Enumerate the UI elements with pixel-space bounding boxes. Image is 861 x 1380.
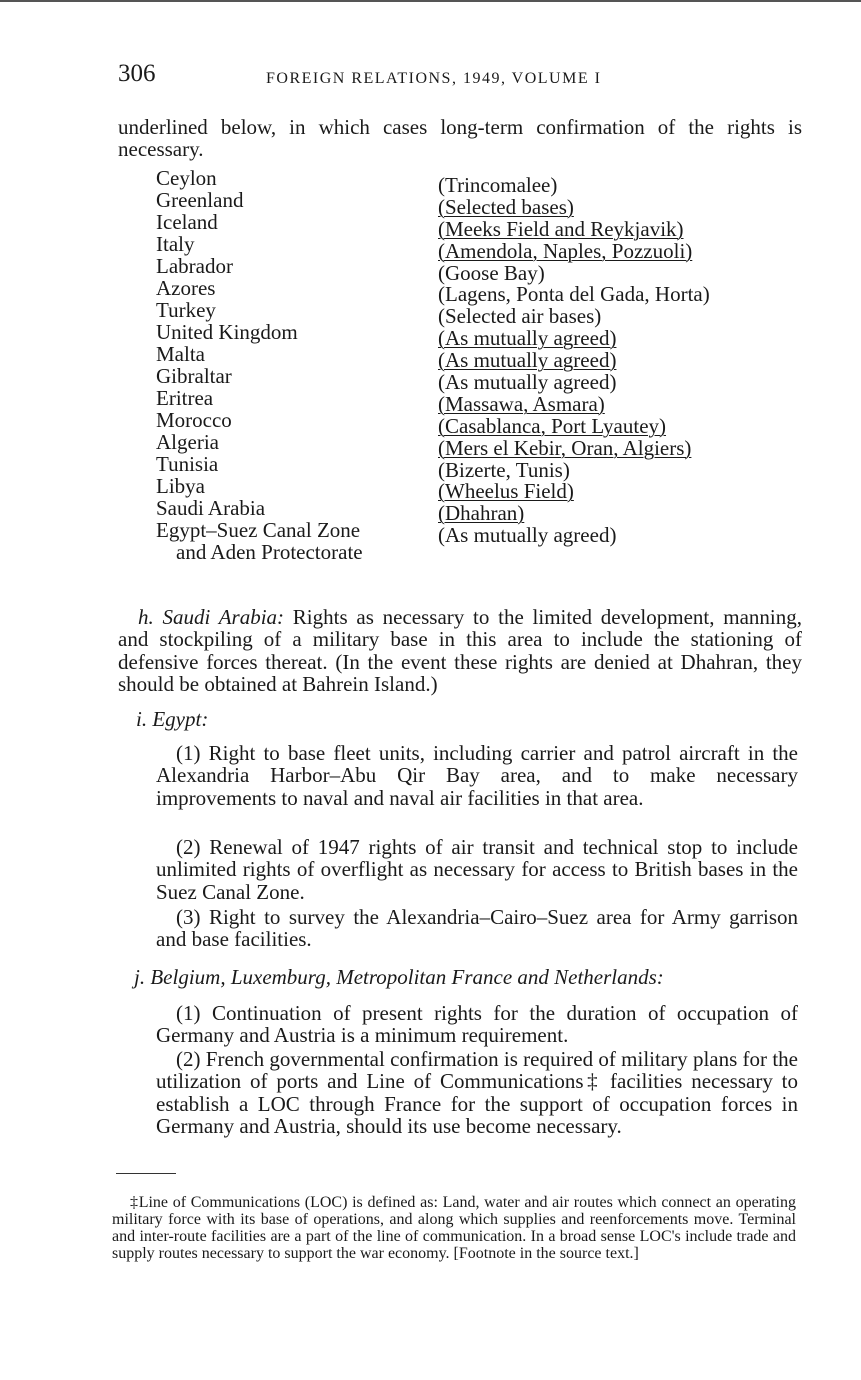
top-border-line: [0, 0, 861, 2]
country-item: Gibraltar: [156, 364, 232, 388]
country-item: Egypt–Suez Canal Zone: [156, 518, 361, 542]
base-item: (Amendola, Naples, Pozzuoli): [438, 238, 693, 263]
country-item: Iceland: [156, 210, 218, 234]
base-item: (As mutually agreed): [438, 348, 617, 373]
base-item: (As mutually agreed): [438, 370, 617, 395]
intro-paragraph: underlined below, in which cases long-term confirmation of the rights is necessary.: [118, 115, 802, 162]
footnote-rule: [116, 1173, 176, 1174]
base-item: (Selected air bases): [438, 304, 602, 329]
country-item: United Kingdom: [156, 320, 298, 344]
base-item: (Selected bases): [438, 194, 574, 219]
country-item: and Aden Protectorate: [176, 540, 363, 564]
section-h-text: Rights as necessary to the limited development, manning, and stockpiling of a military base in this area to include the stationing of defensive forces thereat. (In the event these rights are denied at Dhahran, they should be obtained at Bahrein Island.): [118, 605, 802, 696]
base-item: (Lagens, Ponta del Gada, Horta): [438, 282, 710, 307]
country-list: [156, 167, 436, 563]
base-list: [438, 174, 798, 546]
country-item: Eritrea: [156, 386, 214, 410]
section-h-label: h. Saudi Arabia:: [138, 605, 285, 629]
base-item: (Meeks Field and Reykjavik): [438, 216, 684, 241]
section-h-paragraph: [118, 606, 802, 695]
country-item: Tunisia: [156, 452, 219, 476]
country-item: Ceylon: [156, 166, 217, 190]
country-item: Azores: [156, 276, 216, 300]
country-item: Algeria: [156, 430, 219, 454]
base-item: (As mutually agreed): [438, 326, 617, 351]
base-item: (Bizerte, Tunis): [438, 457, 570, 482]
country-item: Greenland: [156, 188, 244, 212]
base-item: (As mutually agreed): [438, 523, 617, 548]
country-item: Italy: [156, 232, 195, 256]
country-item: Labrador: [156, 254, 233, 278]
country-item: Malta: [156, 342, 205, 366]
section-j-heading: j. Belgium, Luxemburg, Metropolitan France and Netherlands:: [134, 965, 664, 989]
base-item: (Dhahran): [438, 501, 525, 526]
base-item: (Trincomalee): [438, 173, 558, 197]
page-number: 306: [118, 60, 156, 87]
section-i-item: (3) Right to survey the Alexandria–Cairo–Suez area for Army garrison and base facilities.: [156, 905, 798, 952]
page-header: [118, 60, 808, 94]
running-title: FOREIGN RELATIONS, 1949, VOLUME I: [266, 70, 602, 87]
base-item: (Goose Bay): [438, 260, 545, 285]
section-j-item: (1) Continuation of present rights for the duration of occupation of Germany and Austria is a minimum requirement.: [156, 1001, 798, 1048]
footnote: ‡Line of Communications (LOC) is defined as: Land, water and air routes which connect an operating military force with its base of operations, and along which supplies and reenforcements move. Terminal and inter-route facilities are a part of the line of communication. In a broad sense LOC's include trade and supply routes necessary to support the war economy. [Footnote in the source text.]: [112, 1194, 796, 1262]
section-j-item: (2) French governmental confirmation is required of military plans for the utilization of ports and Line of Communications‡ facilities necessary to establish a LOC through France for the support of occupation forces in Germany and Austria, should its use become necessary.: [156, 1047, 798, 1138]
country-item: Morocco: [156, 408, 232, 432]
base-item: (Mers el Kebir, Oran, Algiers): [438, 435, 692, 460]
base-item: (Massawa, Asmara): [438, 391, 605, 416]
section-i-heading: i. Egypt:: [136, 707, 209, 731]
country-item: Libya: [156, 474, 205, 498]
section-i-item: (1) Right to base fleet units, including carrier and patrol aircraft in the Alexandria Harbor–Abu Qir Bay area, and to make necessary improvements to naval and naval air facilities in that area.: [156, 741, 798, 810]
base-item: (Wheelus Field): [438, 479, 574, 504]
section-i-item: (2) Renewal of 1947 rights of air transit and technical stop to include unlimited rights of overflight as necessary for access to British bases in the Suez Canal Zone.: [156, 835, 798, 904]
base-item: (Casablanca, Port Lyautey): [438, 413, 667, 438]
country-item: Turkey: [156, 298, 216, 322]
country-item: Saudi Arabia: [156, 496, 266, 520]
